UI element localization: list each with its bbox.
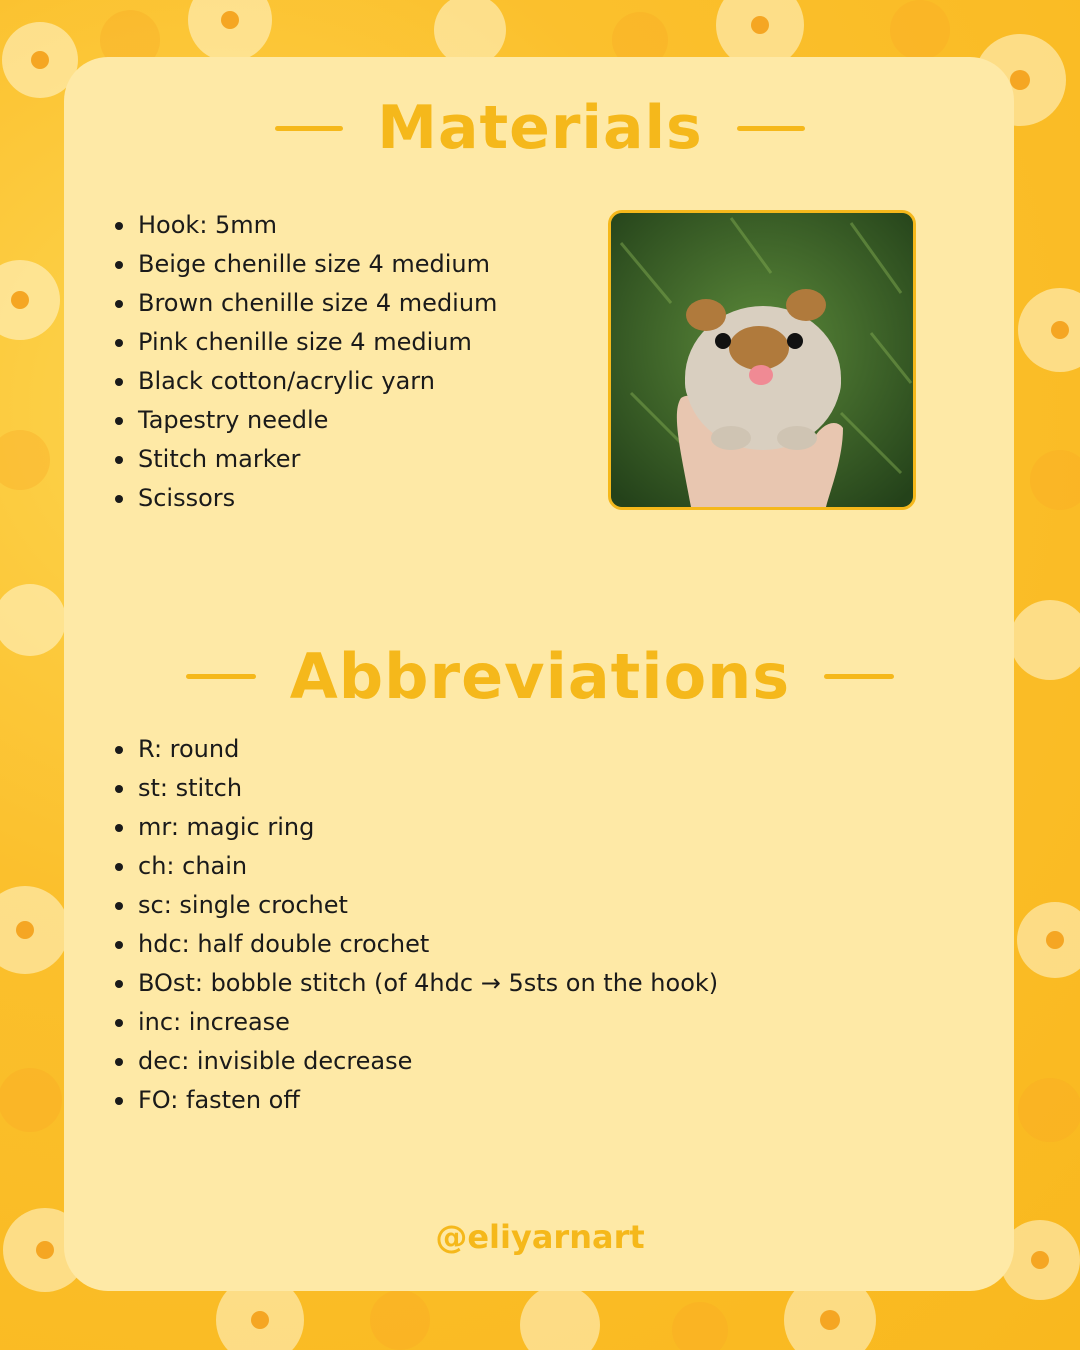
list-item (115, 206, 497, 245)
abbreviation-item-label: BOst: bobble stitch (of 4hdc → 5sts on the hook) (138, 969, 719, 997)
bullet-icon (115, 1097, 123, 1105)
list-item (115, 730, 718, 769)
list-item (115, 964, 718, 1003)
abbreviation-item-label: mr: magic ring (138, 813, 315, 841)
list-item (115, 440, 497, 479)
heading-dash-left (186, 674, 256, 679)
bullet-icon (115, 339, 123, 347)
abbreviation-item-label: dec: invisible decrease (138, 1047, 413, 1075)
bullet-icon (115, 1058, 123, 1066)
list-item (115, 1003, 718, 1042)
abbreviation-item-label: st: stitch (138, 774, 243, 802)
materials-item-label: Hook: 5mm (138, 211, 278, 239)
amigurumi-photo (608, 210, 916, 510)
abbreviation-item-label: ch: chain (138, 852, 248, 880)
list-item (115, 323, 497, 362)
bullet-icon (115, 980, 123, 988)
heading-dash-right (824, 674, 894, 679)
bullet-icon (115, 378, 123, 386)
materials-item-label: Tapestry needle (138, 406, 329, 434)
bullet-icon (115, 746, 123, 754)
list-item (115, 401, 497, 440)
materials-heading (0, 88, 1080, 168)
abbreviations-title: Abbreviations (289, 639, 791, 713)
bullet-icon (115, 417, 123, 425)
abbreviation-item-label: inc: increase (138, 1008, 290, 1036)
pug-plush-illustration (611, 213, 913, 507)
list-item (115, 479, 497, 518)
list-item (115, 284, 497, 323)
heading-dash-left (275, 126, 343, 131)
bullet-icon (115, 495, 123, 503)
abbreviation-item-label: R: round (138, 735, 240, 763)
list-item (115, 1042, 718, 1081)
abbreviations-heading (0, 636, 1080, 716)
materials-title: Materials (377, 93, 703, 163)
abbreviation-item-label: FO: fasten off (138, 1086, 300, 1114)
list-item (115, 245, 497, 284)
list-item (115, 769, 718, 808)
bullet-icon (115, 902, 123, 910)
list-item (115, 808, 718, 847)
bullet-icon (115, 824, 123, 832)
creator-handle: @eliyarnart (435, 1218, 645, 1256)
abbreviation-item-label: hdc: half double crochet (138, 930, 430, 958)
bullet-icon (115, 785, 123, 793)
list-item (115, 886, 718, 925)
heading-dash-right (737, 126, 805, 131)
materials-item-label: Scissors (138, 484, 236, 512)
abbreviations-list (115, 730, 718, 1120)
list-item (115, 1081, 718, 1120)
bullet-icon (115, 1019, 123, 1027)
abbreviation-item-label: sc: single crochet (138, 891, 348, 919)
bullet-icon (115, 300, 123, 308)
list-item (115, 925, 718, 964)
materials-item-label: Beige chenille size 4 medium (138, 250, 491, 278)
materials-item-label: Pink chenille size 4 medium (138, 328, 472, 356)
bullet-icon (115, 456, 123, 464)
bullet-icon (115, 261, 123, 269)
bullet-icon (115, 941, 123, 949)
bullet-icon (115, 863, 123, 871)
materials-item-label: Brown chenille size 4 medium (138, 289, 498, 317)
list-item (115, 847, 718, 886)
materials-list (115, 206, 497, 518)
list-item (115, 362, 497, 401)
materials-item-label: Stitch marker (138, 445, 301, 473)
bullet-icon (115, 222, 123, 230)
materials-item-label: Black cotton/acrylic yarn (138, 367, 435, 395)
